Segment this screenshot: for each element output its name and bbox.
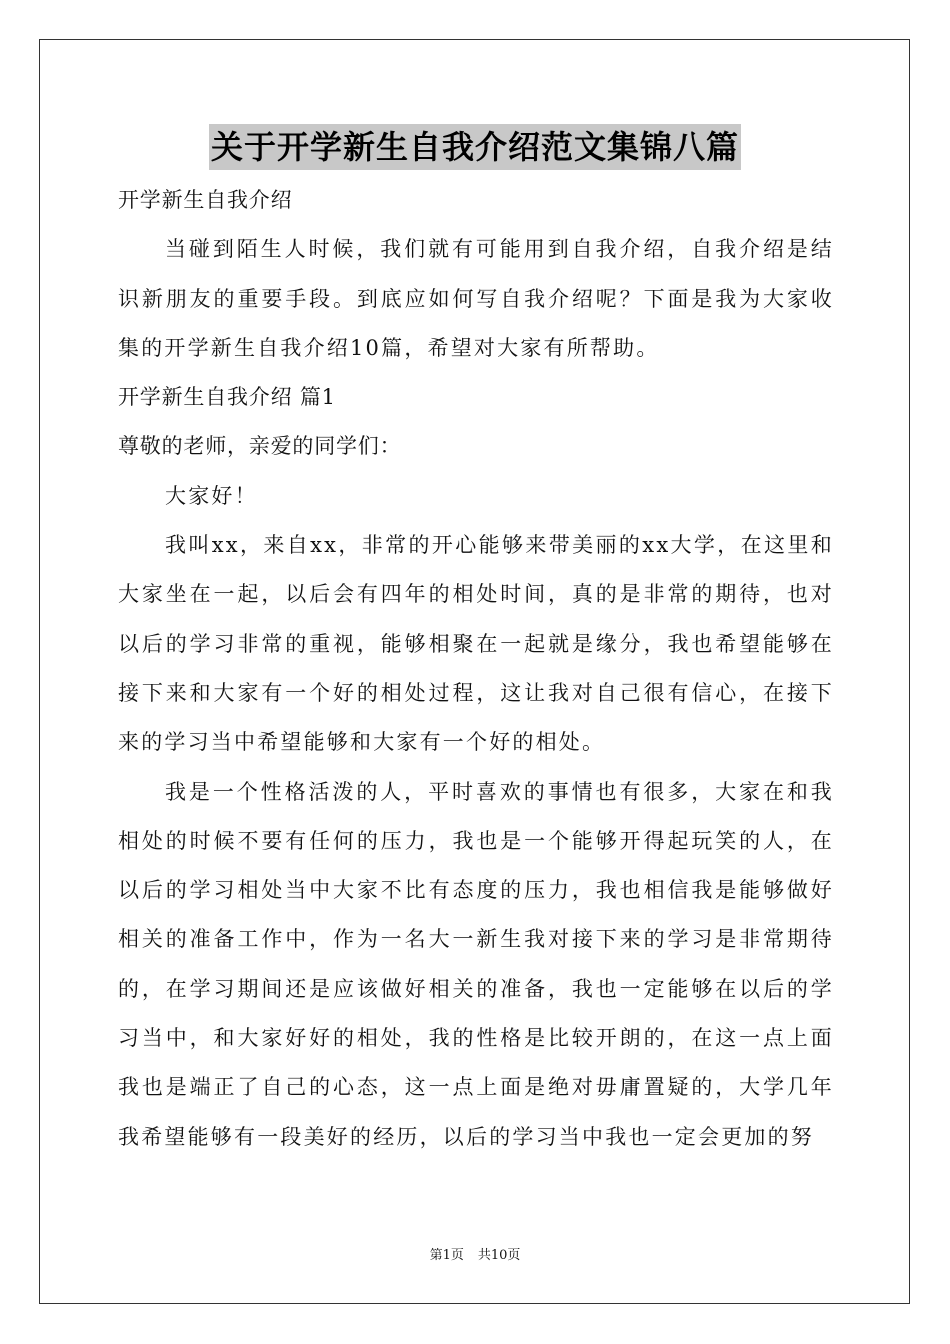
- article-heading: 开学新生自我介绍 篇1: [118, 385, 336, 410]
- document-body: [118, 176, 834, 1162]
- section-heading: 开学新生自我介绍: [118, 188, 293, 212]
- document-title: 关于开学新生自我介绍范文集锦八篇: [209, 124, 741, 170]
- page-number: 第1页: [429, 1248, 464, 1263]
- body-paragraph: 我是一个性格活泼的人，平时喜欢的事情也有很多，大家在和我相处的时候不要有任何的压力，我也是一个能够开得起玩笑的人，在以后的学习相处当中大家不比有态度的压力，我也相信我是能够做好相关的准备工作中，作为一名大一新生我对接下来的学习是非常期待的，在学习期间还是应该做好相关的准备，我也一定能够在以后的学习当中，和大家好好的相处，我的性格是比较开朗的，在这一点上面我也是端正了自己的心态，这一点上面是绝对毋庸置疑的，大学几年我希望能够有一段美好的经历，以后的学习当中我也一定会更加的努: [118, 779, 834, 1149]
- page-total: 共10页: [477, 1248, 521, 1263]
- intro-paragraph: 当碰到陌生人时候，我们就有可能用到自我介绍，自我介绍是结识新朋友的重要手段。到底应如何写自我介绍呢？下面是我为大家收集的开学新生自我介绍10篇，希望对大家有所帮助。: [118, 237, 834, 360]
- greeting: 大家好！: [165, 483, 258, 508]
- body-paragraph: 我叫xx，来自xx，非常的开心能够来带美丽的xx大学，在这里和大家坐在一起，以后会有四年的相处时间，真的是非常的期待，也对以后的学习非常的重视，能够相聚在一起就是缘分，我也希望能够在接下来和大家有一个好的相处过程，这让我对自己很有信心，在接下来的学习当中希望能够和大家有一个好的相处。: [118, 533, 834, 755]
- title-container: [0, 124, 950, 170]
- salutation: 尊敬的老师，亲爱的同学们：: [118, 434, 402, 459]
- page-footer: [0, 1247, 950, 1265]
